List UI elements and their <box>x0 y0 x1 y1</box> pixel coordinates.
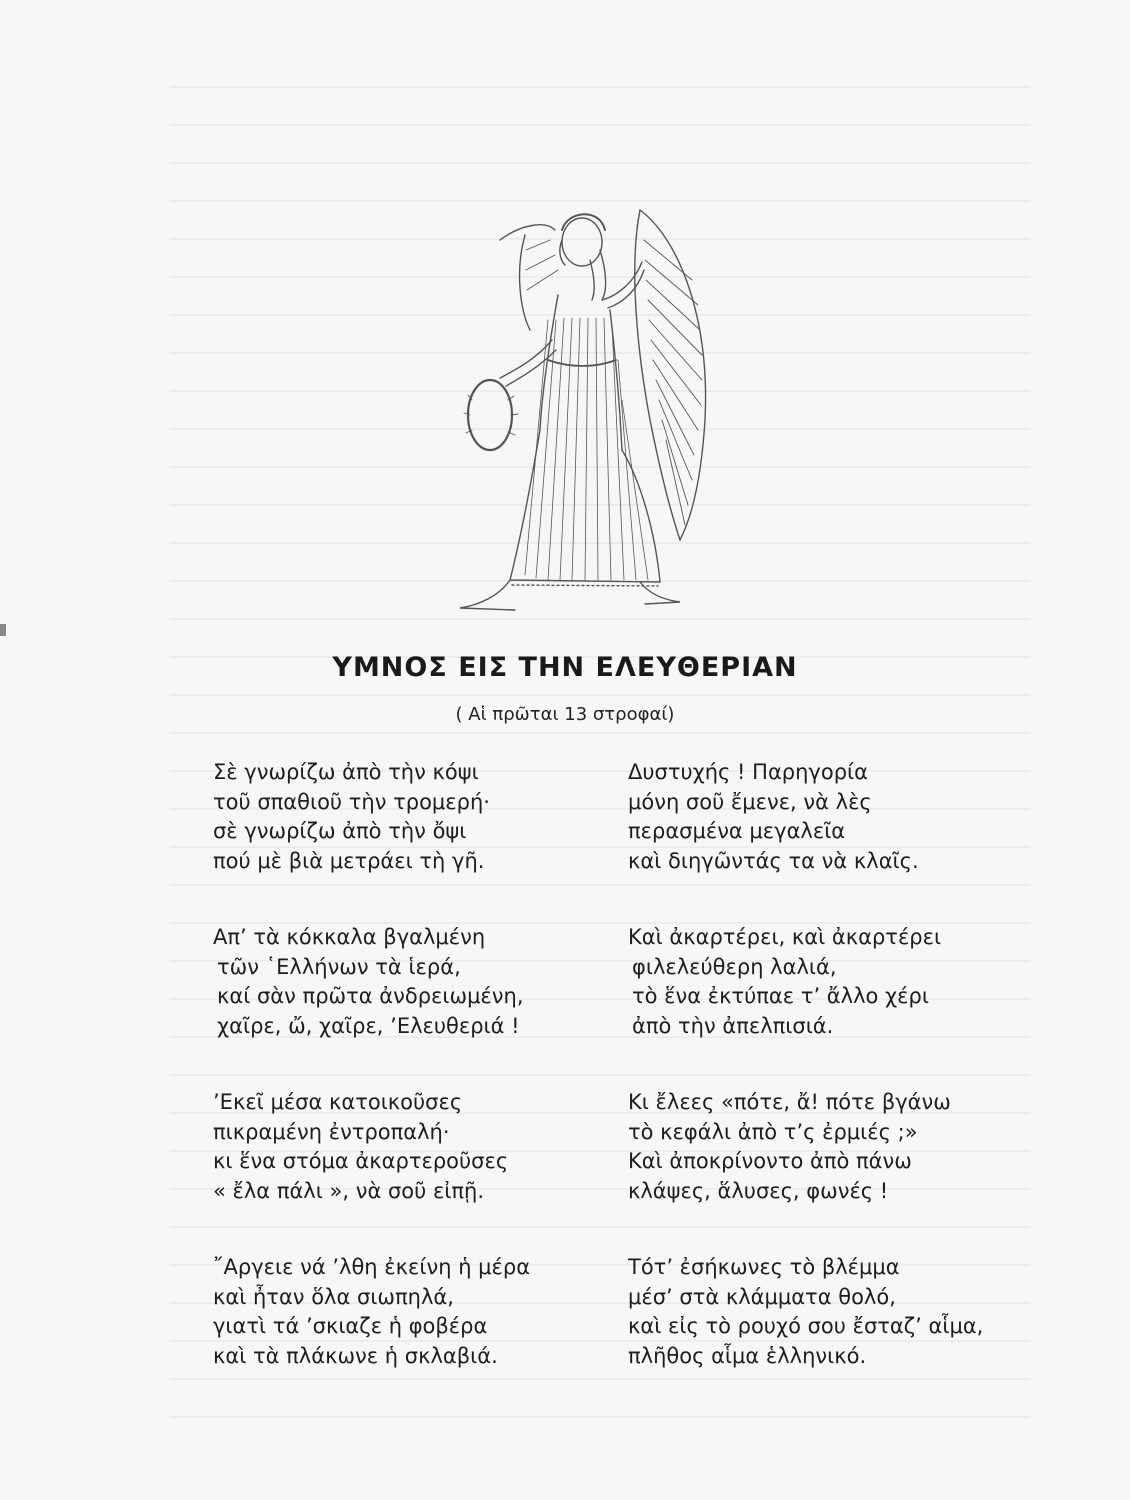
verse-line: πού μὲ βιὰ μετράει τὴ γῆ. <box>213 848 485 873</box>
verse-line: καὶ διηγῶντάς τα νὰ κλαῖς. <box>628 848 919 873</box>
verse-line: μόνη σοῦ ἔμενε, νὰ λὲς <box>628 789 872 814</box>
stanza <box>628 758 1048 923</box>
verse-line: τὸ ἕνα ἐκτύπαε τ’ ἄλλο χέρι <box>632 984 929 1008</box>
verse-line: ῎Αργειε νά ’λθη ἐκείνη ἡ μέρα <box>213 1255 531 1279</box>
verse-line: Απ’ τὰ κόκκαλα βγαλμένη <box>213 925 486 949</box>
verse-line: περασμένα μεγαλεῖα <box>628 819 846 843</box>
stanza <box>213 1253 633 1418</box>
poem-title: ΥΜΝΟΣ ΕΙΣ ΤΗΝ ΕΛΕΥΘΕΡΙΑΝ <box>332 652 798 683</box>
verse-line: σὲ γνωρίζω ἀπὸ τὴν ὄψι <box>213 819 467 843</box>
verse-line: Τότ’ ἐσήκωνες τὸ βλέμμα <box>628 1255 900 1279</box>
verse-line: πλῆθος αἷμα ἑλληνικό. <box>628 1343 867 1368</box>
poem-column-left <box>213 758 633 1418</box>
verse-line: τὸ κεφάλι ἀπὸ τ’ς ἐρμιές ;» <box>628 1119 918 1144</box>
verse-line: πικραμένη ἐντροπαλή· <box>213 1119 450 1144</box>
verse-line: ἀπὸ τὴν ἀπελπισιά. <box>632 1013 834 1038</box>
verse-line: Κι ἔλεες «πότε, ἄ! πότε βγάνω <box>628 1090 951 1114</box>
verse-line: κι ἕνα στόμα ἀκαρτεροῦσες <box>213 1149 509 1173</box>
verse-line: τοῦ σπαθιοῦ τὴν τρομερή· <box>213 789 490 814</box>
stanza <box>213 1088 633 1253</box>
verse-line: Δυστυχής ! Παρηγορία <box>628 760 868 784</box>
verse-line: καὶ ἦταν ὅλα σιωπηλά, <box>213 1284 454 1309</box>
poem-subtitle: ( Αἱ πρῶται 13 στροφαί) <box>455 704 675 725</box>
verse-line: τῶν ῾Ελλήνων τὰ ἱερά, <box>217 954 461 979</box>
verse-line: ’Εκεῖ μέσα κατοικοῦσες <box>213 1090 463 1114</box>
stanza <box>628 923 1048 1088</box>
verse-line: Καὶ ἀποκρίνοντο ἀπὸ πάνω <box>628 1149 912 1173</box>
verse-line: καί σὰν πρῶτα ἀνδρειωμένη, <box>217 984 524 1008</box>
stanza <box>213 923 633 1088</box>
stanza <box>628 1253 1048 1418</box>
stanza <box>628 1088 1048 1253</box>
verse-line: Σὲ γνωρίζω ἀπὸ τὴν κόψι <box>213 760 479 784</box>
verse-line: Καὶ ἀκαρτέρει, καὶ ἀκαρτέρει <box>628 925 942 949</box>
verse-line: χαῖρε, ὤ, χαῖρε, ’Ελευθεριά ! <box>217 1013 520 1038</box>
verse-line: καὶ εἰς τὸ ρουχό σου ἔσταζ’ αἷμα, <box>628 1314 984 1338</box>
poem-column-right <box>628 758 1048 1418</box>
margin-mark <box>0 624 6 636</box>
winged-victory-illustration <box>430 200 730 620</box>
verse-line: καὶ τὰ πλάκωνε ἡ σκλαβιά. <box>213 1343 498 1368</box>
verse-line: φιλελεύθερη λαλιά, <box>632 954 837 979</box>
verse-line: κλάψες, ἅλυσες, φωνές ! <box>628 1178 889 1203</box>
stanza <box>213 758 633 923</box>
verse-line: « ἔλα πάλι », νὰ σοῦ εἰπῇ. <box>213 1178 485 1203</box>
verse-line: μέσ’ στὰ κλάμματα θολό, <box>628 1284 896 1309</box>
verse-line: γιατὶ τά ’σκιαζε ἡ φοβέρα <box>213 1314 488 1338</box>
